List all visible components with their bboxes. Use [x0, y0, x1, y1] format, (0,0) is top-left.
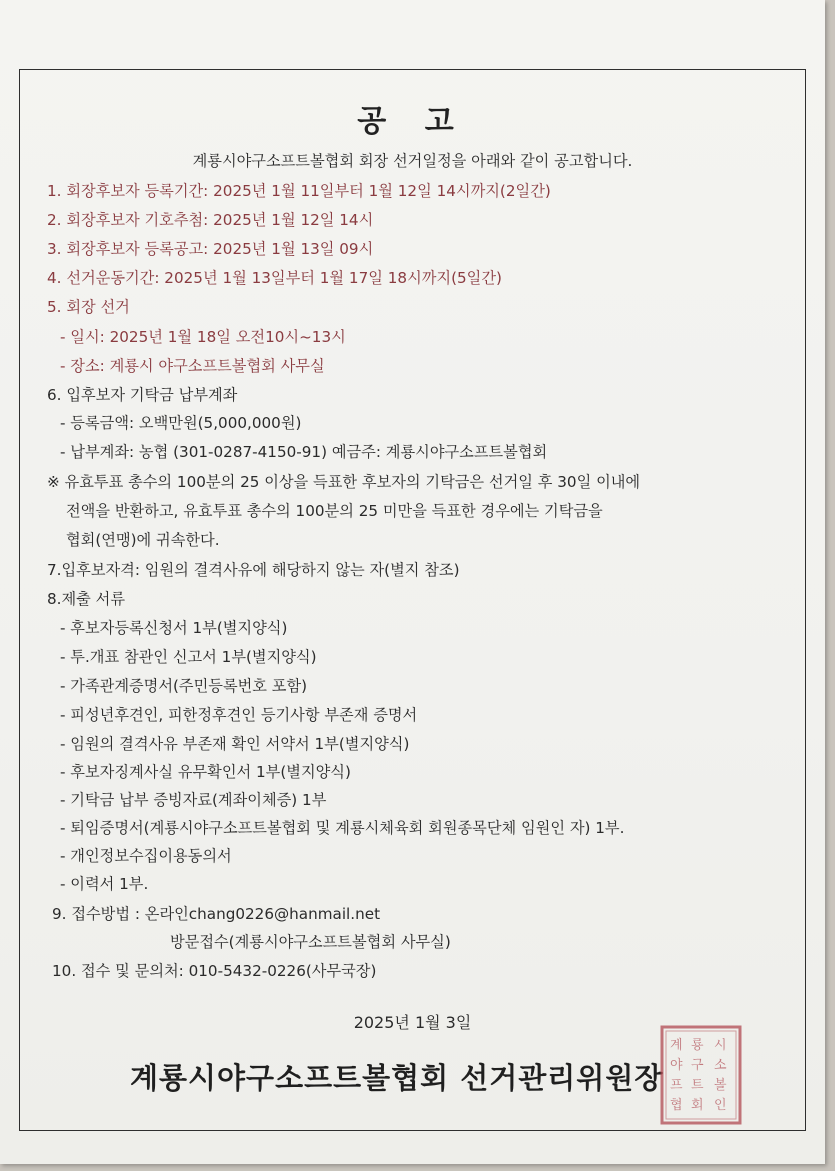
notice-date: 2025년 1월 3일: [353, 1013, 472, 1032]
notice-title: 공 고: [357, 104, 468, 139]
item-election-datetime: - 일시: 2025년 1월 18일 오전10시~13시: [60, 328, 346, 346]
item-deposit-amount: - 등록금액: 오백만원(5,000,000원): [60, 414, 302, 432]
document-item: - 개인정보수집이용동의서: [60, 847, 232, 865]
document-item: - 임원의 결격사유 부존재 확인 서약서 1부(별지양식): [60, 735, 410, 753]
document-item: - 피성년후견인, 피한정후견인 등기사항 부존재 증명서: [60, 706, 418, 724]
svg-text:시: 시: [714, 1038, 727, 1053]
item-deposit-account: - 납부계좌: 농협 (301-0287-4150-91) 예금주: 계룡시야구소프트볼협회: [60, 443, 548, 461]
svg-text:트: 트: [691, 1078, 704, 1093]
item-number-draw: 2. 회장후보자 기호추첨: 2025년 1월 12일 14시: [47, 211, 374, 229]
svg-text:회: 회: [691, 1098, 704, 1113]
document-item: - 가족관계증명서(주민등록번호 포함): [60, 677, 308, 695]
item-deposit-account-heading: 6. 입후보자 기탁금 납부계좌: [47, 386, 238, 404]
refund-note-line-3: 협회(연맹)에 귀속한다.: [66, 531, 220, 549]
document-item: - 후보자징계사실 유무확인서 1부(별지양식): [60, 763, 351, 781]
document-item: - 후보자등록신청서 1부(별지양식): [60, 619, 288, 637]
refund-note-line-1: ※ 유효투표 총수의 100분의 25 이상을 득표한 후보자의 기탁금은 선거일 후 30일 이내에: [47, 473, 641, 491]
item-eligibility: 7.입후보자격: 임원의 결격사유에 해당하지 않는 자(별지 참조): [47, 561, 460, 579]
item-submission-method: 9. 접수방법 : 온라인chang0226@hanmail.net: [52, 905, 381, 923]
item-president-election: 5. 회장 선거: [47, 298, 130, 316]
svg-text:소: 소: [714, 1058, 727, 1073]
item-registration-period: 1. 회장후보자 등록기간: 2025년 1월 11일부터 1월 12일 14시까지(2일간): [47, 182, 551, 200]
document-item: - 퇴임증명서(계룡시야구소프트볼협회 및 계룡시체육회 회원종목단체 임원인 자) 1부.: [60, 819, 625, 837]
official-seal-stamp: [660, 1025, 742, 1125]
refund-note-line-2: 전액을 반환하고, 유효투표 총수의 100분의 25 미만을 득표한 경우에는 기탁금을: [66, 502, 603, 520]
svg-text:계: 계: [670, 1038, 683, 1053]
notice-intro: 계룡시야구소프트볼협회 회장 선거일정을 아래와 같이 공고합니다.: [192, 152, 633, 170]
svg-text:협: 협: [670, 1098, 683, 1113]
svg-text:볼: 볼: [714, 1078, 727, 1093]
document-item: - 투.개표 참관인 신고서 1부(별지양식): [60, 648, 317, 666]
item-documents-heading: 8.제출 서류: [47, 590, 126, 608]
item-registration-notice: 3. 회장후보자 등록공고: 2025년 1월 13일 09시: [47, 240, 374, 258]
document-item: - 기탁금 납부 증빙자료(계좌이체증) 1부: [60, 791, 327, 809]
item-visit-submission: 방문접수(계룡시야구소프트볼협회 사무실): [170, 933, 451, 951]
svg-text:야: 야: [670, 1058, 683, 1073]
svg-text:구: 구: [691, 1058, 704, 1073]
item-campaign-period: 4. 선거운동기간: 2025년 1월 13일부터 1월 17일 18시까지(5일간): [47, 269, 502, 287]
issuer-name: 계룡시야구소프트볼협회 선거관리위원장: [130, 1061, 664, 1095]
document-item: - 이력서 1부.: [60, 875, 149, 893]
item-election-place: - 장소: 계룡시 야구소프트볼협회 사무실: [60, 357, 325, 375]
svg-text:인: 인: [714, 1098, 727, 1113]
svg-text:프: 프: [670, 1078, 683, 1093]
svg-text:룡: 룡: [691, 1038, 704, 1053]
item-contact: 10. 접수 및 문의처: 010-5432-0226(사무국장): [52, 962, 377, 980]
